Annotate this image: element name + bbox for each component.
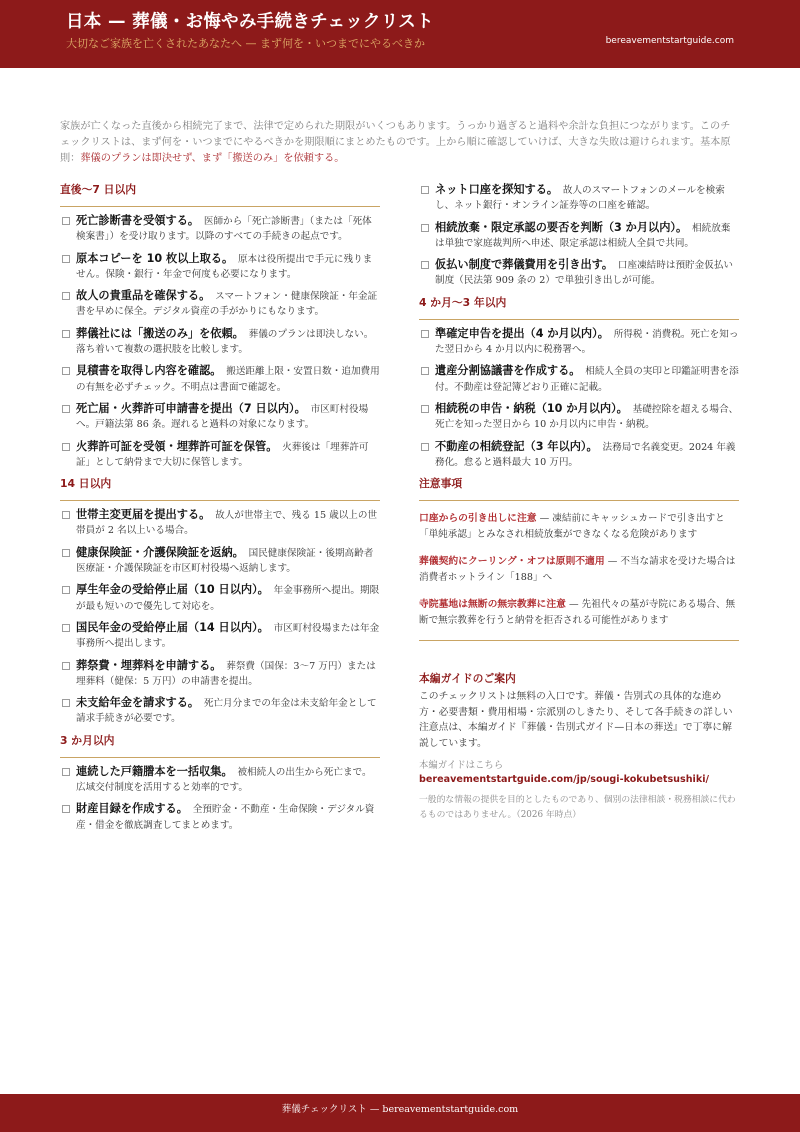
checkbox-icon[interactable] <box>62 699 70 707</box>
item-text: 全預貯金・不動産・生命保険・デジタル資産・借金を徹底調査してまとめます。 <box>76 804 375 831</box>
item-text: 国民健康保険証・後期高齢者医療証・介護保険証を市区町村役場へ返納します。 <box>76 547 374 575</box>
item-text: 相続放棄は単独で家庭裁判所へ申述、限定承認は相続人全員で共同。 <box>435 222 731 249</box>
checkbox-icon[interactable] <box>62 624 70 632</box>
item-title: 死亡届・火葬許可申請書を提出（7 日以内）。 <box>76 401 306 415</box>
page-title: 日本 — 葬儀・お悔やみ手続きチェックリスト <box>66 12 434 32</box>
checkbox-icon[interactable] <box>421 224 429 232</box>
page-subtitle: 大切なご家族を亡くされたあなたへ — まず何を・いつまでにやるべきか <box>66 37 425 50</box>
item-text: 故人のスマートフォンのメールを検索し、ネット銀行・オンライン証券等の口座を確認。 <box>435 185 725 212</box>
checklist-item <box>419 401 739 433</box>
item-text: 被相続人の出生から死亡まで。広域交付制度を活用すると効率的です。 <box>76 766 372 794</box>
item-title: 故人の貴重品を確保する。 <box>76 289 211 303</box>
section-title: 14 日以内 <box>60 476 380 501</box>
left-column <box>60 182 380 839</box>
item-title: 葬儀社には「搬送のみ」を依頼。 <box>76 326 244 340</box>
guide-link[interactable]: bereavementstartguide.com/jp/sougi-kokubetsushiki/ <box>419 774 709 786</box>
section-title: 直後〜7 日以内 <box>60 182 380 207</box>
item-text: 死亡月分までの年金は未支給年金として請求手続きが必要です。 <box>76 698 377 725</box>
item-title: ネット口座を探知する。 <box>435 183 559 196</box>
item-title: 国民年金の受給停止届（14 日以内）。 <box>76 620 269 634</box>
checklist-item <box>60 582 380 614</box>
section-items <box>60 507 380 727</box>
item-title: 葬祭費・埋葬料を申請する。 <box>76 658 222 672</box>
checkbox-icon[interactable] <box>421 443 429 451</box>
note-text: — 不当な請求を受けた場合は消費者ホットライン「188」へ <box>419 556 736 583</box>
item-text: 医師から「死亡診断書」（または「死体検案書」）を受け取ります。以降のすべての手続きの起点です。 <box>76 216 372 243</box>
item-text: 所得税・消費税。死亡を知った翌日から 4 か月以内に税務署へ。 <box>435 328 739 356</box>
item-title: 原本コピーを 10 枚以上取る。 <box>76 251 234 265</box>
checkbox-icon[interactable] <box>62 662 70 670</box>
item-text: 火葬後は「埋葬許可証」として納骨まで大切に保管します。 <box>76 441 369 468</box>
item-title: 厚生年金の受給停止届（10 日以内）。 <box>76 583 269 597</box>
item-title: 相続税の申告・納税（10 か月以内）。 <box>435 401 628 415</box>
footer-bar <box>0 1094 800 1132</box>
divider <box>419 640 739 641</box>
item-title: 相続放棄・限定承認の要否を判断（3 か月以内）。 <box>435 220 688 234</box>
intro-highlight: 葬儀のプランは即決せず、まず「搬送のみ」を依頼する。 <box>80 153 345 164</box>
item-title: 連続した戸籍謄本を一括収集。 <box>76 764 233 778</box>
item-text: 基礎控除を超える場合、死亡を知った翌日から 10 か月以内に申告・納税。 <box>435 403 739 431</box>
guide-link-label: 本編ガイドはこちら <box>419 760 504 772</box>
item-title: 財産目録を作成する。 <box>76 802 188 816</box>
checkbox-icon[interactable] <box>62 405 70 413</box>
header-bar <box>0 0 800 68</box>
note-title: 葬儀契約にクーリング・オフは原則不適用 <box>419 556 605 568</box>
checkbox-icon[interactable] <box>62 367 70 375</box>
item-text: 葬祭費（国保：3〜7 万円）または埋葬料（健保：5 万円）の申請書を提出。 <box>76 660 376 687</box>
checkbox-icon[interactable] <box>62 586 70 594</box>
checkbox-icon[interactable] <box>62 443 70 451</box>
note-title: 口座からの引き出しに注意 <box>419 513 537 525</box>
checklist-item <box>60 545 380 577</box>
item-text: 口座凍結時は預貯金仮払い制度（民法第 909 条の 2）で単独引き出しが可能。 <box>435 260 734 287</box>
note-item <box>419 511 739 542</box>
item-text: 搬送距離上限・安置日数・追加費用の有無を必ずチェック。不明点は書面で確認を。 <box>76 366 380 393</box>
item-text: 法務局で名義変更。2024 年義務化。怠ると過料最大 10 万円。 <box>435 441 736 468</box>
checklist-item <box>419 439 739 471</box>
guide-body: このチェックリストは無料の入口です。葬儀・告別式の具体的な進め方・必要書類・費用相場・宗派別のしきたり、そして各手続きの詳しい注意点は、本編ガイド『葬儀・告別式ガイド—日本の葬送』で丁寧に解説しています。 <box>419 691 733 749</box>
checklist-item <box>60 801 380 833</box>
checkbox-icon[interactable] <box>62 805 70 813</box>
section-items <box>60 213 380 470</box>
checkbox-icon[interactable] <box>421 186 429 194</box>
checklist-item <box>60 507 380 539</box>
item-title: 遺産分割協議書を作成する。 <box>435 364 581 378</box>
checkbox-icon[interactable] <box>62 768 70 776</box>
header-site-url: bereavementstartguide.com <box>605 36 734 46</box>
section-items-continued <box>419 182 739 289</box>
checklist-item <box>60 401 380 433</box>
note-item <box>419 554 739 585</box>
section-title: 3 か月以内 <box>60 733 380 758</box>
item-text: 原本は役所提出で手元に残りません。保険・銀行・年金で何度も必要になります。 <box>76 253 373 280</box>
intro-paragraph <box>60 119 740 167</box>
section-items <box>419 326 739 470</box>
guide-title: 本編ガイドのご案内 <box>419 672 516 686</box>
checklist-item <box>419 182 739 214</box>
checklist-item <box>419 220 739 252</box>
section-title: 4 か月〜3 年以内 <box>419 295 739 320</box>
right-column <box>419 182 739 823</box>
item-title: 不動産の相続登記（3 年以内）。 <box>435 439 598 453</box>
checkbox-icon[interactable] <box>62 511 70 519</box>
checkbox-icon[interactable] <box>421 405 429 413</box>
disclaimer: 一般的な情報の提供を目的としたものであり、個別の法律相談・税務相談に代わるものではありません。（2026 年時点） <box>419 795 736 821</box>
checkbox-icon[interactable] <box>62 217 70 225</box>
item-title: 世帯主変更届を提出する。 <box>76 508 211 522</box>
checklist-item <box>60 695 380 727</box>
item-text: 故人が世帯主で、残る 15 歳以上の世帯員が 2 名以上いる場合。 <box>76 510 378 537</box>
checkbox-icon[interactable] <box>421 261 429 269</box>
item-title: 見積書を取得し内容を確認。 <box>76 364 222 378</box>
footer-text: 葬儀チェックリスト — bereavementstartguide.com <box>281 1104 519 1115</box>
note-text: — 凍結前にキャッシュカードで引き出すと「単純承認」とみなされ相続放棄ができなくなる危険があります <box>419 513 725 540</box>
item-title: 仮払い制度で葬儀費用を引き出す。 <box>435 258 614 272</box>
checklist-item <box>60 288 380 320</box>
checklist-item <box>60 439 380 471</box>
checklist-item <box>60 326 380 358</box>
notes-title: 注意事項 <box>419 476 739 501</box>
item-title: 準確定申告を提出（4 か月以内）。 <box>435 326 609 340</box>
item-title: 未支給年金を請求する。 <box>76 696 200 710</box>
notes-list <box>419 511 739 628</box>
checklist-item <box>419 326 739 358</box>
note-title: 寺院墓地は無断の無宗教葬に注意 <box>419 599 566 611</box>
checkbox-icon[interactable] <box>62 330 70 338</box>
checklist-item <box>419 257 739 289</box>
checklist-item <box>60 658 380 690</box>
checkbox-icon[interactable] <box>62 549 70 557</box>
checklist-item <box>60 251 380 283</box>
checklist-item <box>60 620 380 652</box>
checklist-item <box>60 213 380 245</box>
checkbox-icon[interactable] <box>62 292 70 300</box>
item-text: 葬儀のプランは即決しない。落ち着いて複数の選択肢を比較します。 <box>76 328 374 356</box>
section-items <box>60 764 380 833</box>
checklist-item <box>419 363 739 395</box>
item-text: 相続人全員の実印と印鑑証明書を添付。不動産は登記簿どおり正確に記載。 <box>435 366 739 393</box>
item-text: 市区町村役場へ。戸籍法第 86 条。遅れると過料の対象になります。 <box>76 403 369 431</box>
item-text: 年金事務所へ提出。期限が最も短いので優先して対応を。 <box>76 585 380 612</box>
item-title: 健康保険証・介護保険証を返納。 <box>76 545 244 559</box>
item-title: 死亡診断書を受領する。 <box>76 214 200 227</box>
item-text: スマートフォン・健康保険証・年金証書を早めに保全。デジタル資産の手がかりにもなります。 <box>76 291 378 318</box>
checklist-item <box>60 764 380 796</box>
intro-text: 家族が亡くなった直後から相続完了まで、法律で定められた期限がいくつもあります。うっかり過ぎると過料や余計な負担につながります。このチェックリストは、まず何を・いつまでにやるべきかを期限順にまとめたものです。上から順に確認していけば、大きな失敗は避けられます。基本原則： <box>60 121 731 164</box>
checklist-item <box>60 363 380 395</box>
checkbox-icon[interactable] <box>421 330 429 338</box>
note-text: — 先祖代々の墓が寺院にある場合、無断で無宗教葬を行うと納骨を拒否される可能性があります <box>419 599 736 626</box>
checkbox-icon[interactable] <box>421 367 429 375</box>
item-title: 火葬許可証を受領・埋葬許可証を保管。 <box>76 439 278 453</box>
item-text: 市区町村役場または年金事務所へ提出します。 <box>76 622 380 650</box>
note-item <box>419 597 739 628</box>
checkbox-icon[interactable] <box>62 255 70 263</box>
